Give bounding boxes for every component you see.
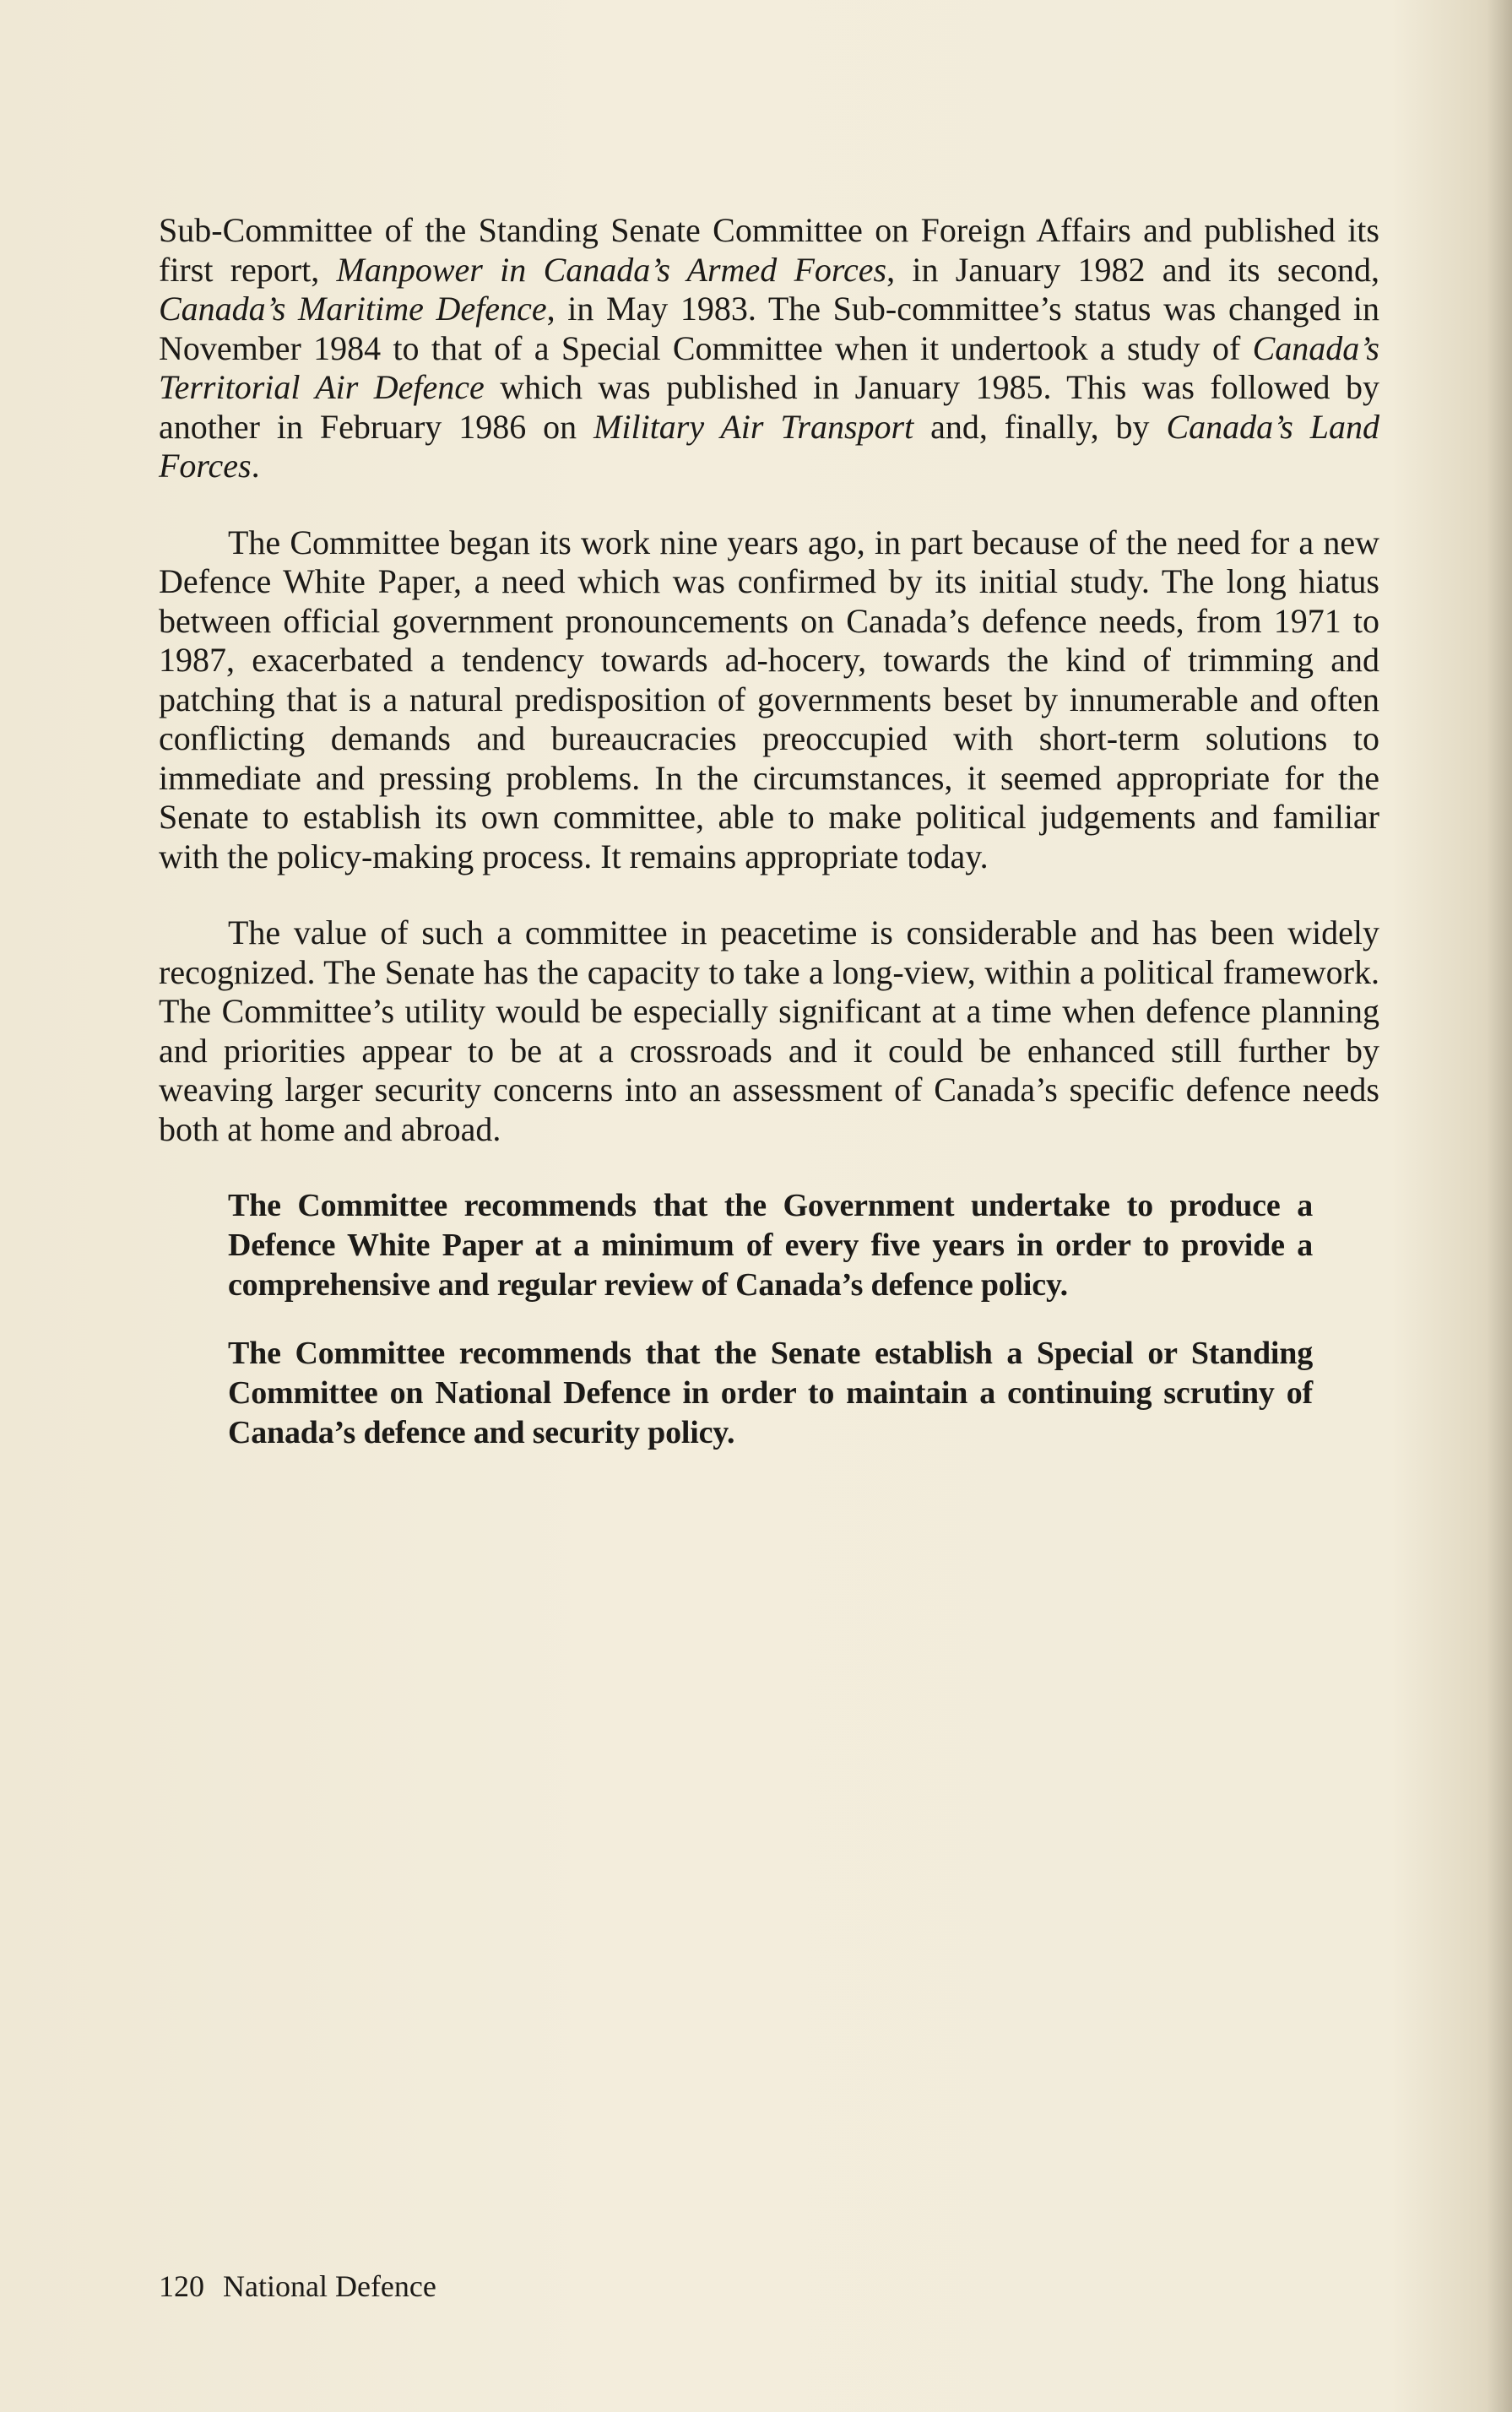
paragraph-committee-history: The Committee began its work nine years ago, in part because of the need for a new Defence White Paper, a need which was confirmed by its initial study. The long hiatus between official government pronouncements on Canada’s defence needs, from 1971 to 1987, exacerbated a tendency towards ad-hocery, towards the kind of trimming and patching that is a natural predisposition of governments beset by innumerable and often conflicting demands and bureaucracies preoccupied with short-term solutions to immediate and pressing problems. In the circumstances, it seemed appropriate for the Senate to establish its own committee, able to make political judgements and familiar with the policy-making process. It remains appropriate today. bbox=[159, 523, 1379, 875]
paragraph-committee-value: The value of such a committee in peacetime is considerable and has been widely recognized. The Senate has the capacity to take a long-view, within a political framework. The Committee’s utility would be especially significant at a time when defence planning and priorities appear to be at a crossroads and it could be enhanced still further by weaving larger security concerns into an assessment of Canada’s specific defence needs both at home and abroad. bbox=[159, 913, 1379, 1148]
recommendation-standing-committee: The Committee recommends that the Senate establish a Special or Standing Committee on National Defence in order to maintain a continuing scrutiny of Canada’s defence and security policy. bbox=[228, 1336, 1313, 1450]
text-segment: . bbox=[251, 447, 260, 485]
italic-title: Canada’s Land Forces bbox=[159, 407, 1380, 485]
italic-title: Canada’s Territorial Air Defence bbox=[159, 328, 1379, 406]
page-edge-shadow bbox=[1487, 0, 1512, 2412]
text-segment: which was published in January 1985. This was followed by another in February 1986 on bbox=[159, 368, 1379, 446]
body-text bbox=[159, 211, 1379, 1482]
italic-title: Military Air Transport bbox=[593, 407, 914, 446]
paragraph-continued bbox=[159, 211, 1379, 486]
text-segment: Sub-Committee of the Standing Senate Committee on Foreign Affairs and published its first report, bbox=[159, 211, 1379, 289]
italic-title: Manpower in Canada’s Armed Forces bbox=[336, 250, 887, 289]
page-footer bbox=[159, 2268, 436, 2305]
text-segment: and, finally, by bbox=[913, 407, 1167, 446]
italic-title: Canada’s Maritime Defence bbox=[159, 290, 547, 328]
recommendation-white-paper: The Committee recommends that the Government undertake to produce a Defence White Paper at a minimum of every five years in order to provide a comprehensive and regular review of Canada’s defence policy. bbox=[228, 1188, 1313, 1303]
running-title: National Defence bbox=[223, 2269, 436, 2303]
page-number: 120 bbox=[159, 2269, 204, 2303]
text-segment: , in May 1983. The Sub-committee’s status was changed in November 1984 to that of a Special Committee when it undertook a study of bbox=[159, 290, 1379, 367]
text-segment: , in January 1982 and its second, bbox=[886, 250, 1379, 289]
